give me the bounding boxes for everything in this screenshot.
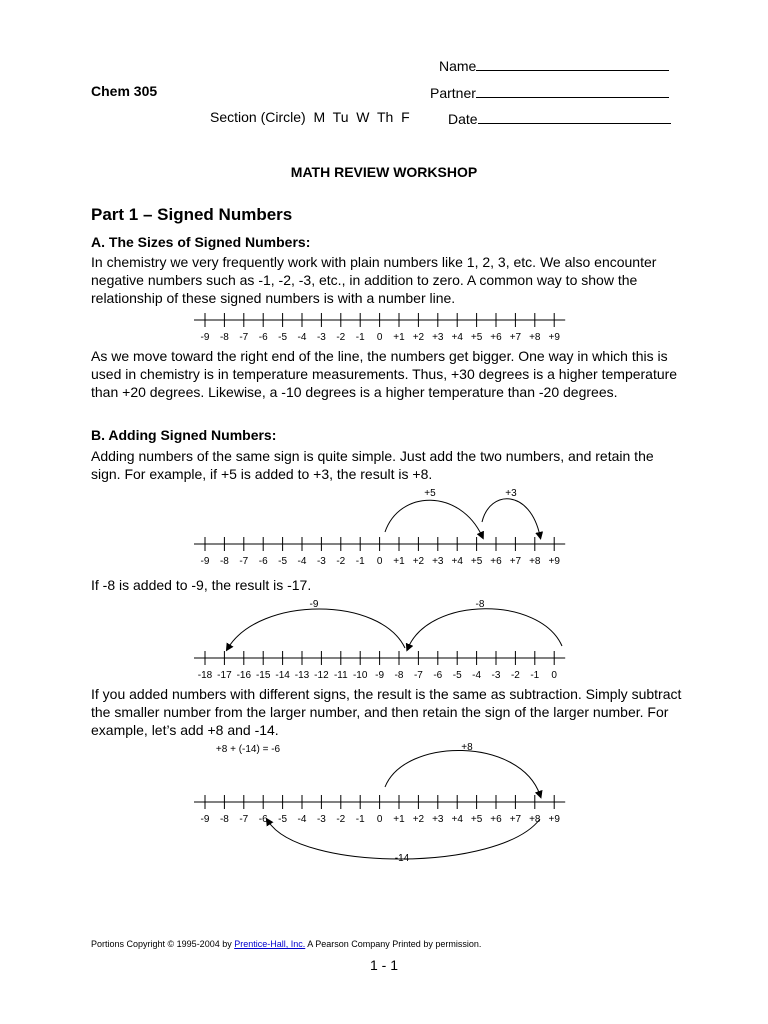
- tick-label: +2: [412, 332, 425, 343]
- sectionB-paragraph-1: Adding numbers of the same sign is quite simple. Just add the two numbers, and retain the sign. For example, if +5 is added to +3, the result is +8.: [91, 448, 654, 482]
- tick-label: 0: [376, 332, 383, 343]
- tick-label: -18: [197, 670, 213, 681]
- tick-label: -5: [452, 670, 462, 681]
- arrow-label-minus14: -14: [394, 853, 410, 864]
- copyright-footer: [91, 939, 481, 949]
- number-line-1: [190, 310, 580, 346]
- tick-label: -7: [239, 332, 249, 343]
- arrow-label-minus8: -8: [475, 599, 485, 610]
- tick-label: +6: [490, 332, 502, 343]
- tick-label: -9: [200, 332, 210, 343]
- tick-label: -12: [314, 670, 329, 681]
- copyright-prefix: Portions Copyright © 1995-2004 by: [91, 939, 235, 949]
- tick-label: +1: [393, 814, 405, 825]
- page-number: 1 - 1: [369, 957, 398, 973]
- tick-label: -5: [278, 814, 288, 825]
- tick-label: +4: [451, 556, 463, 567]
- tick-label: -5: [278, 332, 288, 343]
- tick-label: +2: [412, 814, 425, 825]
- tick-label: +1: [393, 556, 405, 567]
- tick-label: +7: [509, 332, 522, 343]
- tick-label: +9: [548, 814, 560, 825]
- arc-arrow-plus8: [385, 750, 540, 795]
- tick-label: -4: [297, 556, 307, 567]
- name-field: [439, 56, 669, 74]
- arc-arrow-minus8: [408, 609, 562, 648]
- partner-blank: [476, 83, 669, 98]
- copyright-suffix: A Pearson Company Printed by permission.: [305, 939, 482, 949]
- tick-label: +8: [529, 556, 541, 567]
- sectionA-paragraph-1: In chemistry we very frequently work with plain numbers like 1, 2, 3, etc. We also encounter negative numbers such as -1, -2, -3, etc., in addition to zero. A common way to show the relationship of these signed numbers is with a number line.: [91, 254, 657, 306]
- tick-label: -4: [297, 332, 307, 343]
- tick-label: -6: [258, 332, 268, 343]
- tick-label: +7: [509, 814, 522, 825]
- arc-arrow-plus3: [482, 499, 540, 536]
- tick-label: -2: [336, 332, 346, 343]
- date-field: [448, 109, 671, 127]
- tick-label: -17: [217, 670, 232, 681]
- tick-label: +8: [529, 814, 541, 825]
- tick-label: -14: [275, 670, 290, 681]
- arrow-label-plus3: +3: [505, 488, 517, 499]
- tick-label: -1: [355, 556, 365, 567]
- tick-label: +3: [432, 814, 444, 825]
- prentice-hall-link[interactable]: Prentice-Hall, Inc.: [234, 939, 306, 949]
- equation-label: +8 + (-14) = -6: [215, 744, 281, 755]
- sectionB-heading: B. Adding Signed Numbers:: [91, 427, 277, 443]
- tick-label: -10: [352, 670, 368, 681]
- tick-label: -8: [394, 670, 404, 681]
- tick-label: +6: [490, 814, 502, 825]
- number-line-2: [190, 484, 580, 576]
- tick-label: +2: [412, 556, 425, 567]
- arrow-label-minus9: -9: [309, 599, 319, 610]
- tick-label: -13: [294, 670, 310, 681]
- tick-label: -7: [413, 670, 423, 681]
- tick-label: -1: [355, 814, 365, 825]
- tick-label: +5: [470, 556, 483, 567]
- tick-label: -16: [236, 670, 252, 681]
- tick-label: +3: [432, 332, 444, 343]
- tick-label: -3: [316, 814, 326, 825]
- tick-label: -15: [255, 670, 271, 681]
- tick-label: +6: [490, 556, 502, 567]
- sectionB-paragraph-3: If you added numbers with different signs, the result is the same as subtraction. Simply subtract the smaller number from the larger number, and then retain the sign of the larger number. For example, let’s add +8 and -14.: [91, 686, 682, 738]
- number-line-3: [190, 596, 580, 684]
- tick-label: 0: [551, 670, 557, 681]
- tick-label: -8: [219, 332, 229, 343]
- tick-label: -8: [219, 556, 229, 567]
- tick-label: -2: [336, 814, 346, 825]
- tick-label: -3: [316, 556, 326, 567]
- tick-label: +5: [470, 814, 483, 825]
- tick-label: +1: [393, 332, 405, 343]
- partner-field: [430, 83, 669, 101]
- sectionA-heading: A. The Sizes of Signed Numbers:: [91, 234, 311, 250]
- course-label: Chem 305: [91, 83, 158, 99]
- tick-label: +8: [529, 332, 541, 343]
- tick-label: +7: [509, 556, 522, 567]
- tick-label: -2: [336, 556, 346, 567]
- tick-label: -5: [278, 556, 288, 567]
- tick-label: 0: [376, 814, 383, 825]
- tick-label: -11: [333, 670, 348, 681]
- arrow-label-plus5: +5: [424, 488, 436, 499]
- number-line-2-ticks: [194, 537, 565, 567]
- tick-label: -3: [491, 670, 501, 681]
- tick-label: +4: [451, 332, 463, 343]
- tick-label: -7: [239, 814, 249, 825]
- tick-label: -2: [510, 670, 520, 681]
- tick-label: -9: [375, 670, 385, 681]
- tick-label: +5: [470, 332, 483, 343]
- tick-label: 0: [376, 556, 383, 567]
- tick-label: +3: [432, 556, 444, 567]
- number-line-1-ticks: [194, 313, 565, 343]
- name-blank: [476, 56, 669, 71]
- date-blank: [478, 109, 671, 124]
- tick-label: -1: [355, 332, 365, 343]
- tick-label: -6: [258, 556, 268, 567]
- section-label: Section (Circle) M Tu W Th F: [210, 109, 410, 125]
- number-line-4-ticks: [194, 795, 565, 825]
- tick-label: -3: [316, 332, 326, 343]
- sectionB-paragraph-2: If -8 is added to -9, the result is -17.: [91, 577, 312, 593]
- tick-label: -6: [258, 814, 268, 825]
- tick-label: -4: [297, 814, 307, 825]
- tick-label: -9: [200, 814, 210, 825]
- arc-arrow-plus5: [385, 500, 482, 536]
- tick-label: -4: [472, 670, 482, 681]
- tick-label: -6: [433, 670, 443, 681]
- tick-label: -1: [530, 670, 540, 681]
- tick-label: +4: [451, 814, 463, 825]
- arrow-label-plus8: +8: [461, 742, 473, 753]
- page-title: MATH REVIEW WORKSHOP: [290, 164, 478, 180]
- tick-label: -8: [219, 814, 229, 825]
- partner-label: Partner: [430, 85, 476, 101]
- tick-label: +9: [548, 556, 560, 567]
- tick-label: +9: [548, 332, 560, 343]
- name-label: Name: [439, 58, 477, 74]
- number-line-4: [190, 737, 580, 867]
- sectionA-paragraph-2: As we move toward the right end of the line, the numbers get bigger. One way in which this is used in chemistry is in temperature measurements. Thus, +30 degrees is a higher temperature than +20 degrees. Likewise, a -10 degrees is a higher temperature than -20 degrees.: [91, 348, 678, 400]
- part1-heading: Part 1 – Signed Numbers: [91, 205, 293, 224]
- arc-arrow-minus9: [228, 609, 405, 648]
- date-label: Date: [448, 111, 478, 127]
- tick-label: -7: [239, 556, 249, 567]
- number-line-3-ticks: [194, 651, 565, 681]
- tick-label: -9: [200, 556, 210, 567]
